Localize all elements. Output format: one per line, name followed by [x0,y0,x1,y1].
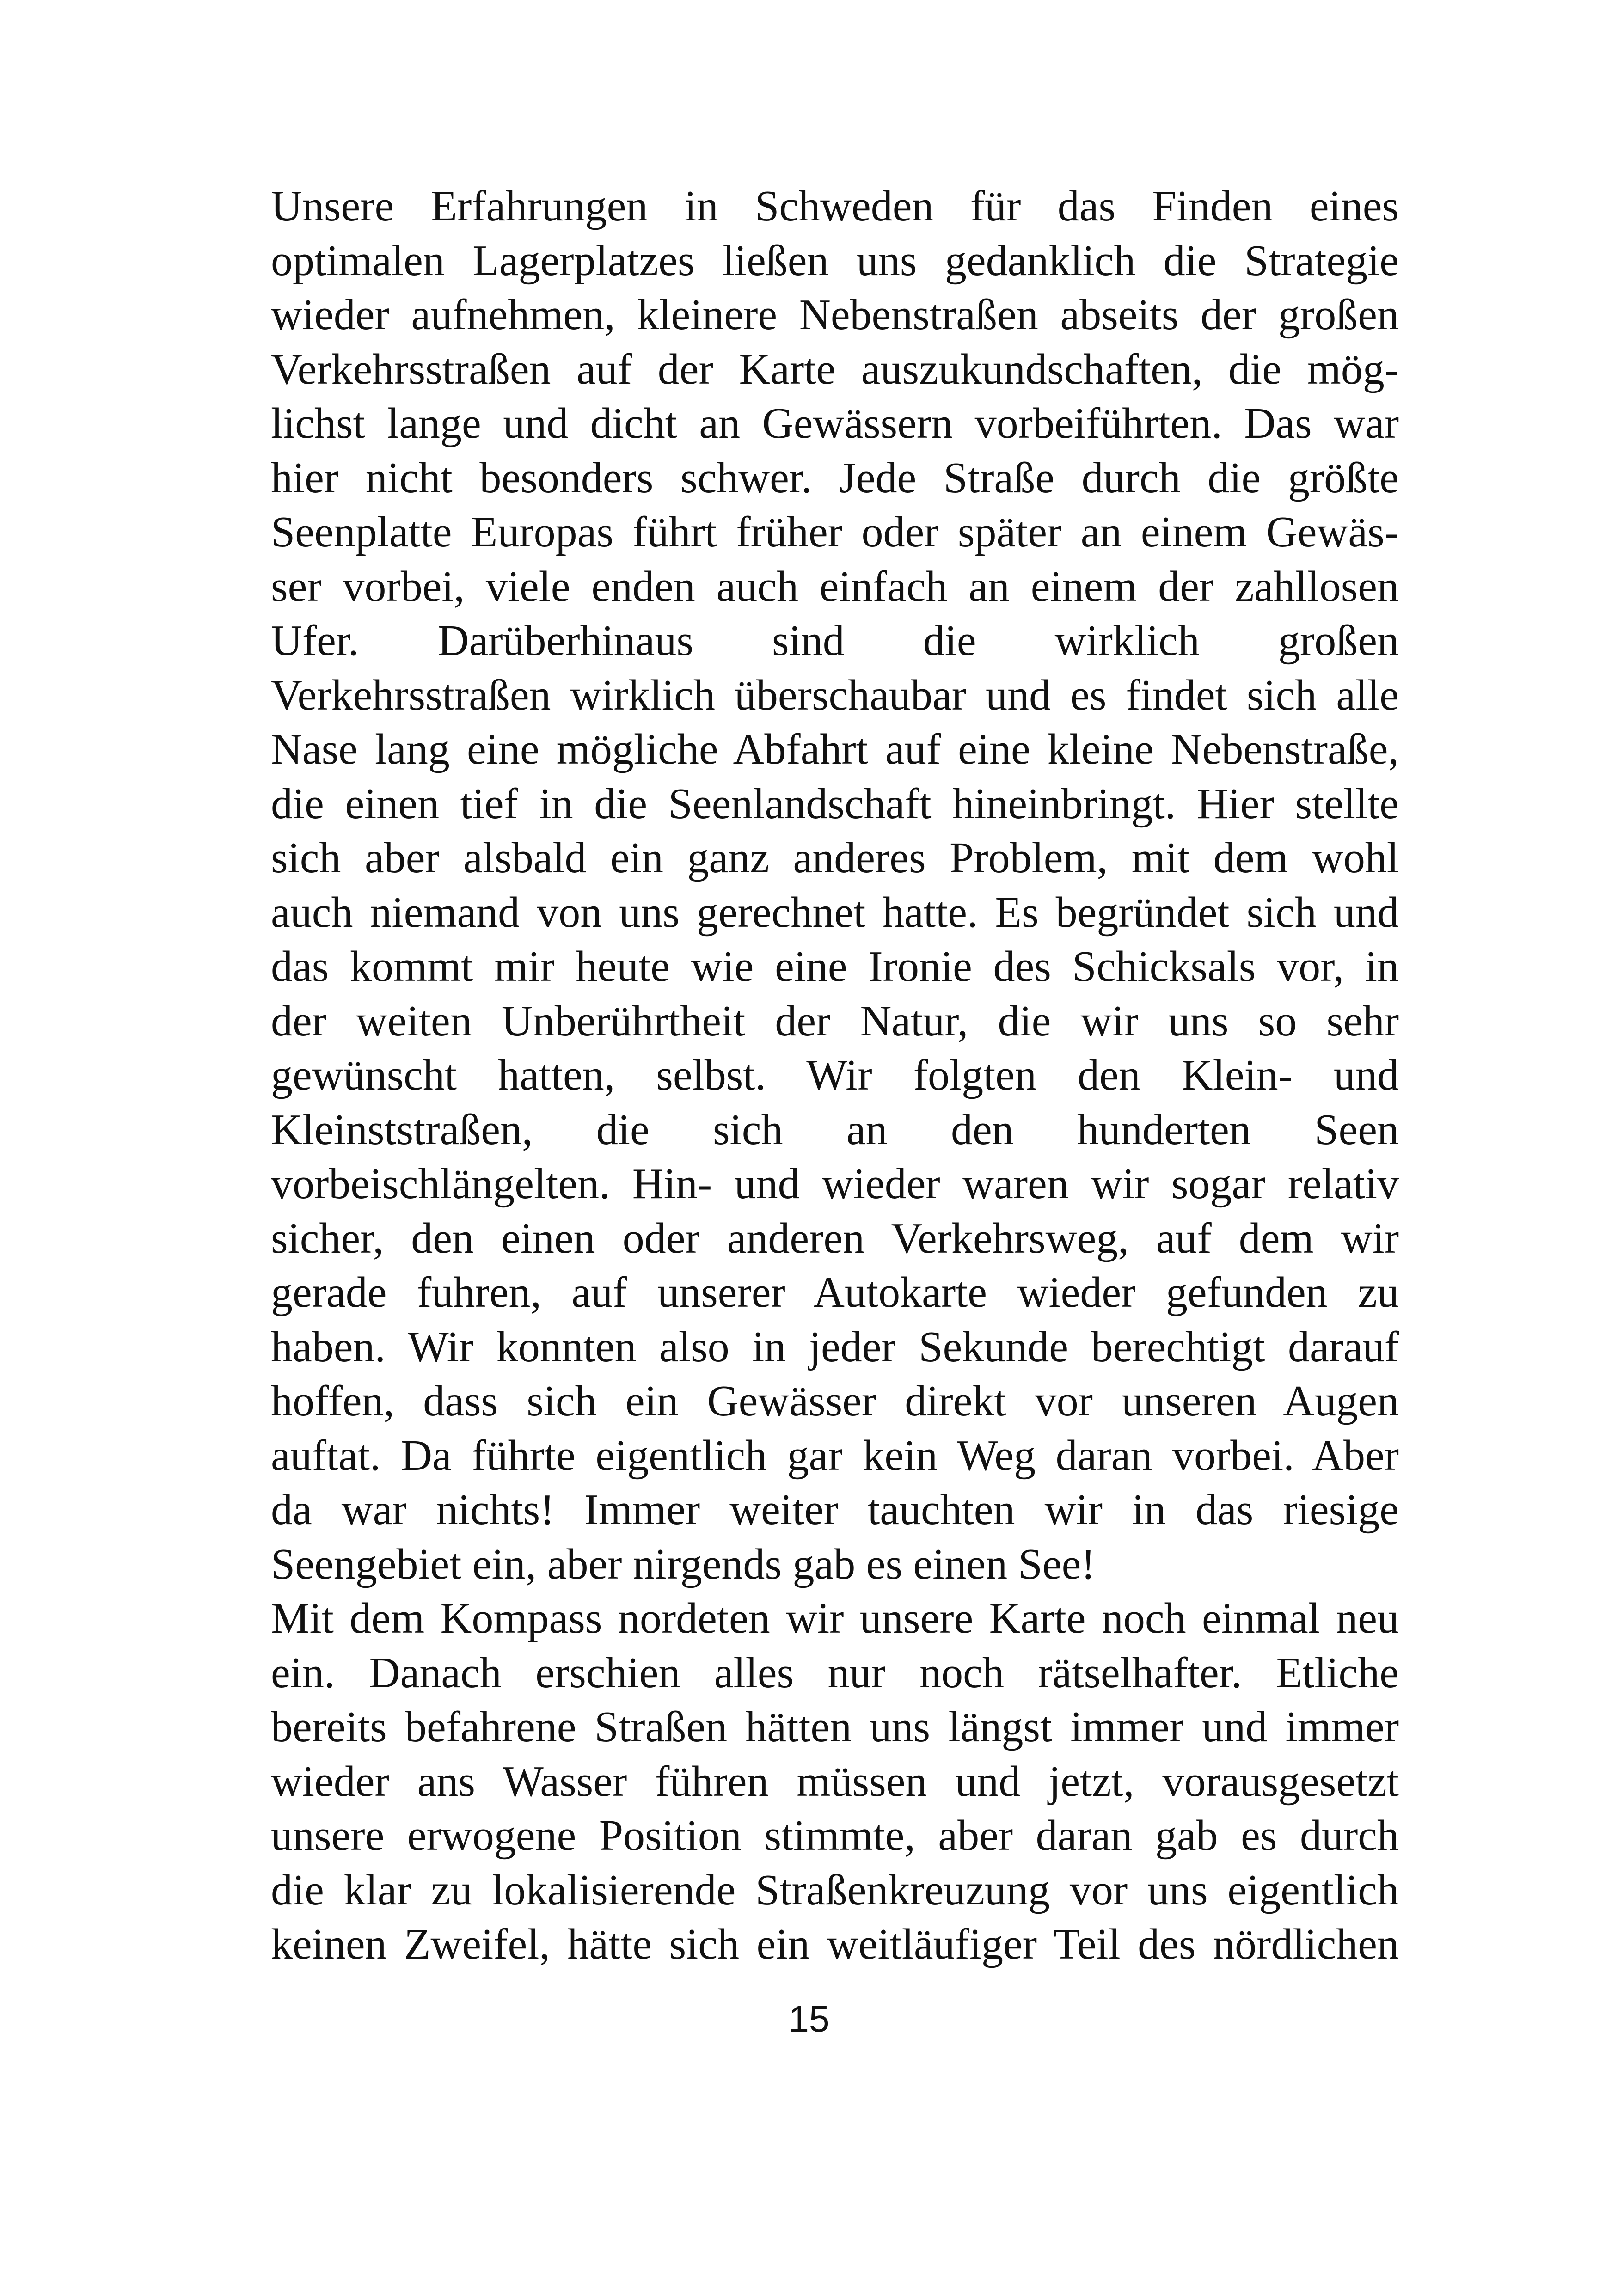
text-line: die einen tief in die Seenlandschaft hineinbringt. Hier stellte [271,779,1399,828]
text-line: ser vorbei, viele enden auch einfach an einem der zahllosen [271,562,1399,611]
text-line: da war nichts! Immer weiter tauchten wir in das riesige [271,1486,1399,1534]
text-line: Nase lang eine mögliche Abfahrt auf eine kleine Nebenstraße, [271,725,1399,773]
text-line: die klar zu lokalisierende Straßenkreuzung vor uns eigentlich [271,1866,1399,1914]
text-line: hier nicht besonders schwer. Jede Straße durch die größte [271,453,1399,502]
text-line: auftat. Da führte eigentlich gar kein Weg daran vorbei. Aber [271,1431,1399,1480]
text-line: sich aber alsbald ein ganz anderes Problem, mit dem wohl [271,834,1399,882]
text-line: Unsere Erfahrungen in Schweden für das Finden eines [271,182,1399,230]
text-line: Mit dem Kompass nordeten wir unsere Karte noch einmal neu [271,1594,1399,1642]
text-line: hoffen, dass sich ein Gewässer direkt vor unseren Augen [271,1377,1399,1425]
text-line: sicher, den einen oder anderen Verkehrsweg, auf dem wir [271,1214,1399,1262]
text-line: das kommt mir heute wie eine Ironie des Schicksals vor, in [271,943,1399,991]
text-line: Seengebiet ein, aber nirgends gab es einen See! [271,1540,1096,1588]
text-line: Seenplatte Europas führt früher oder später an einem Gewäs- [271,508,1399,556]
text-line: vorbeischlängelten. Hin- und wieder waren wir sogar relativ [271,1160,1399,1208]
text-line: optimalen Lagerplatzes ließen uns gedanklich die Strategie [271,236,1399,285]
text-line: haben. Wir konnten also in jeder Sekunde berechtigt darauf [271,1322,1399,1371]
text-line: keinen Zweifel, hätte sich ein weitläufiger Teil des nördlichen [271,1920,1399,1968]
text-line: auch niemand von uns gerechnet hatte. Es begründet sich und [271,888,1399,937]
text-line: wieder ans Wasser führen müssen und jetzt, vorausgesetzt [271,1757,1399,1806]
body-text [271,179,1399,1972]
text-line: unsere erwogene Position stimmte, aber daran gab es durch [271,1812,1399,1860]
text-line: Kleinststraßen, die sich an den hunderten Seen [271,1105,1399,1154]
text-line: wieder aufnehmen, kleinere Nebenstraßen abseits der großen [271,291,1399,339]
text-line: der weiten Unberührtheit der Natur, die wir uns so sehr [271,997,1399,1045]
text-line: gerade fuhren, auf unserer Autokarte wieder gefunden zu [271,1268,1399,1316]
text-line: bereits befahrene Straßen hätten uns längst immer und immer [271,1703,1399,1751]
text-line: gewünscht hatten, selbst. Wir folgten den Klein- und [271,1051,1399,1099]
text-line: Ufer. Darüberhinaus sind die wirklich großen [271,617,1399,665]
text-line: Verkehrsstraßen auf der Karte auszukundschaften, die mög- [271,345,1399,393]
text-line: lichst lange und dicht an Gewässern vorbeiführten. Das war [271,399,1399,447]
text-line: ein. Danach erschien alles nur noch rätselhafter. Etliche [271,1648,1399,1697]
text-line: Verkehrsstraßen wirklich überschaubar und es findet sich alle [271,671,1399,719]
page-number: 15 [788,1998,830,2039]
